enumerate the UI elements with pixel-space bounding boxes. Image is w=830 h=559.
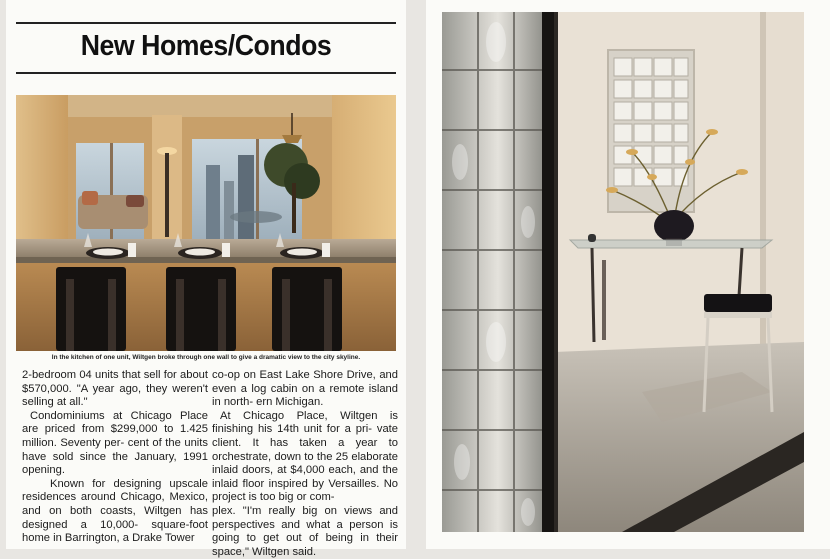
article-paragraph: plex. "I'm really big on views and perspectives and what a person is going to get out of being in their space," Wiltgen said. bbox=[212, 504, 398, 558]
page-gutter bbox=[406, 0, 426, 549]
left-magazine-page bbox=[6, 0, 406, 558]
article-paragraph: At Chicago Place, Wiltgen is finishing his 14th unit for a pri- vate client. It has taken a year to orchestrate, down to the 25 elaborate inlaid doors, at $4,000 each, and the inlaid floor inspired by Versailles. No project is too big or com- bbox=[212, 409, 398, 504]
article-column-1 bbox=[22, 369, 208, 546]
page-headline: New Homes/Condos bbox=[80, 30, 332, 62]
article-column-2 bbox=[212, 369, 398, 559]
headline-top-rule bbox=[16, 22, 396, 24]
right-magazine-page bbox=[426, 0, 830, 549]
article-paragraph: 2-bedroom 04 units that sell for about $570,000. "A year ago, they weren't selling at all." bbox=[22, 369, 208, 409]
foyer-illustration bbox=[442, 12, 804, 532]
headline-bottom-rule bbox=[16, 72, 396, 74]
article-paragraph: Known for designing upscale residences around Chicago, Mexico, and on both coasts, Wiltgen has designed a 10,000- square-foot home in Barrington, a Drake Tower bbox=[22, 477, 208, 545]
kitchen-illustration bbox=[16, 95, 396, 351]
article-paragraph: co-op on East Lake Shore Drive, and even a log cabin on a remote island in north- ern Michigan. bbox=[212, 369, 398, 409]
photo-caption: In the kitchen of one unit, Wiltgen broke through one wall to give a dramatic view to the city skyline. bbox=[51, 354, 361, 361]
kitchen-photo bbox=[16, 95, 396, 351]
foyer-photo bbox=[442, 12, 804, 532]
article-paragraph: Condominiums at Chicago Place are priced from $299,000 to 1.425 million. Seventy per- cent of the units have sold since the January, 1991 opening. bbox=[22, 409, 208, 477]
